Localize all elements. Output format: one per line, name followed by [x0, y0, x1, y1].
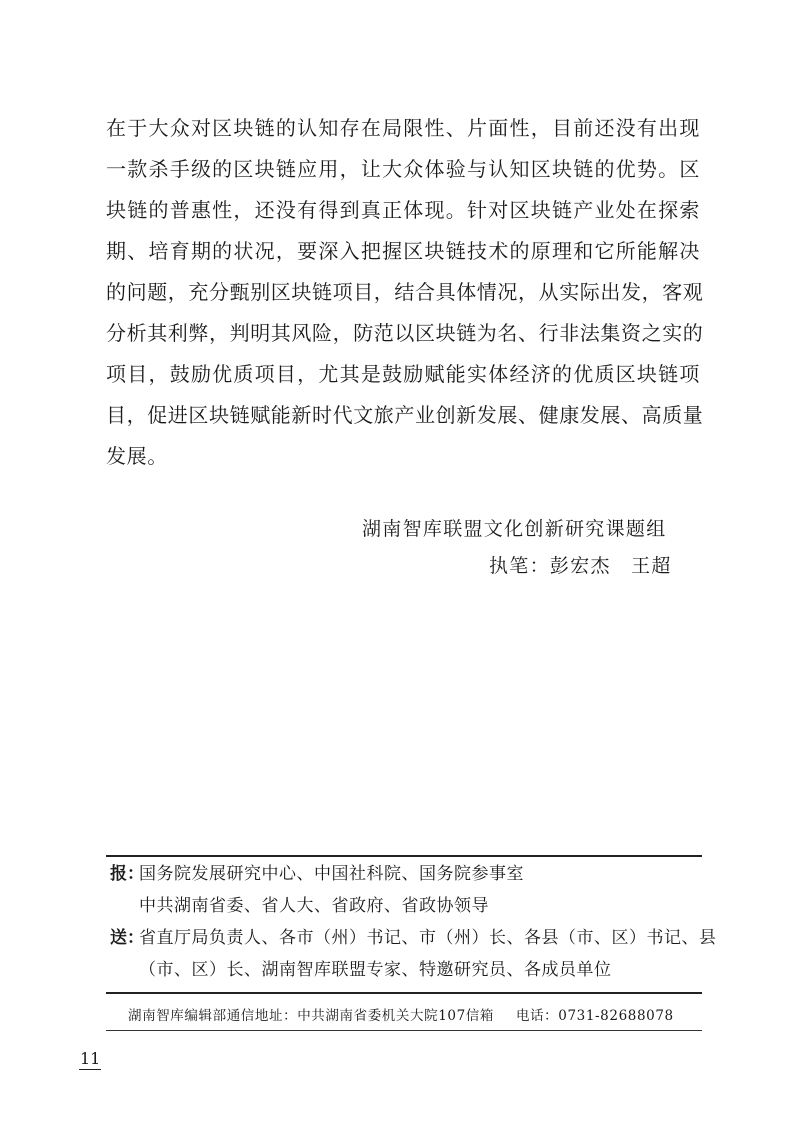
paragraph-line: 一款杀手级的区块链应用，让大众体验与认知区块链的优势。区 [106, 157, 700, 181]
send-row-2 [106, 954, 706, 986]
send-label: 送： [110, 928, 144, 948]
signature-authors: 执笔：彭宏杰 王超 [489, 555, 672, 577]
footer [128, 1004, 674, 1024]
report-line-2: 中共湖南省委、省人大、省政府、省政协领导 [139, 896, 489, 916]
report-row-2 [106, 890, 706, 922]
signature-org: 湖南智库联盟文化创新研究课题组 [362, 518, 667, 540]
footer-address: 湖南智库编辑部通信地址：中共湖南省委机关大院107信箱 [128, 1008, 494, 1024]
report-line-1: 国务院发展研究中心、中国社科院、国务院参事室 [139, 864, 524, 884]
footer-bottom-rule [106, 1030, 702, 1031]
distribution-bottom-rule [106, 992, 702, 994]
paragraph-line: 在于大众对区块链的认知存在局限性、片面性，目前还没有出现 [106, 116, 700, 140]
send-line-2: （市、区）长、湖南智库联盟专家、特邀研究员、各成员单位 [139, 960, 612, 980]
body-paragraph [106, 113, 704, 482]
send-row [106, 922, 717, 954]
paragraph-line: 项目，鼓励优质项目，尤其是鼓励赋能实体经济的优质区块链项 [106, 362, 700, 386]
distribution-top-rule [106, 855, 702, 857]
paragraph-line: 的问题，充分甄别区块链项目，结合具体情况，从实际出发，客观 [106, 280, 704, 304]
report-row [106, 858, 706, 890]
paragraph-line: 分析其利弊，判明其风险，防范以区块链为名、行非法集资之实的 [106, 321, 704, 345]
page-number: 11 [80, 1049, 101, 1068]
paragraph-line: 块链的普惠性，还没有得到真正体现。针对区块链产业处在探索 [106, 198, 700, 222]
send-line-1: 省直厅局负责人、各市（州）书记、市（州）长、各县（市、区）书记、县 [139, 928, 717, 948]
paragraph-line: 目，促进区块链赋能新时代文旅产业创新发展、健康发展、高质量 [106, 403, 704, 427]
paragraph-line: 期、培育期的状况，要深入把握区块链技术的原理和它所能解决 [106, 239, 700, 263]
report-label: 报： [110, 864, 144, 884]
distribution-block [106, 858, 717, 986]
paragraph-line: 发展。 [106, 444, 168, 468]
footer-phone: 电话：0731-82688078 [515, 1008, 674, 1024]
